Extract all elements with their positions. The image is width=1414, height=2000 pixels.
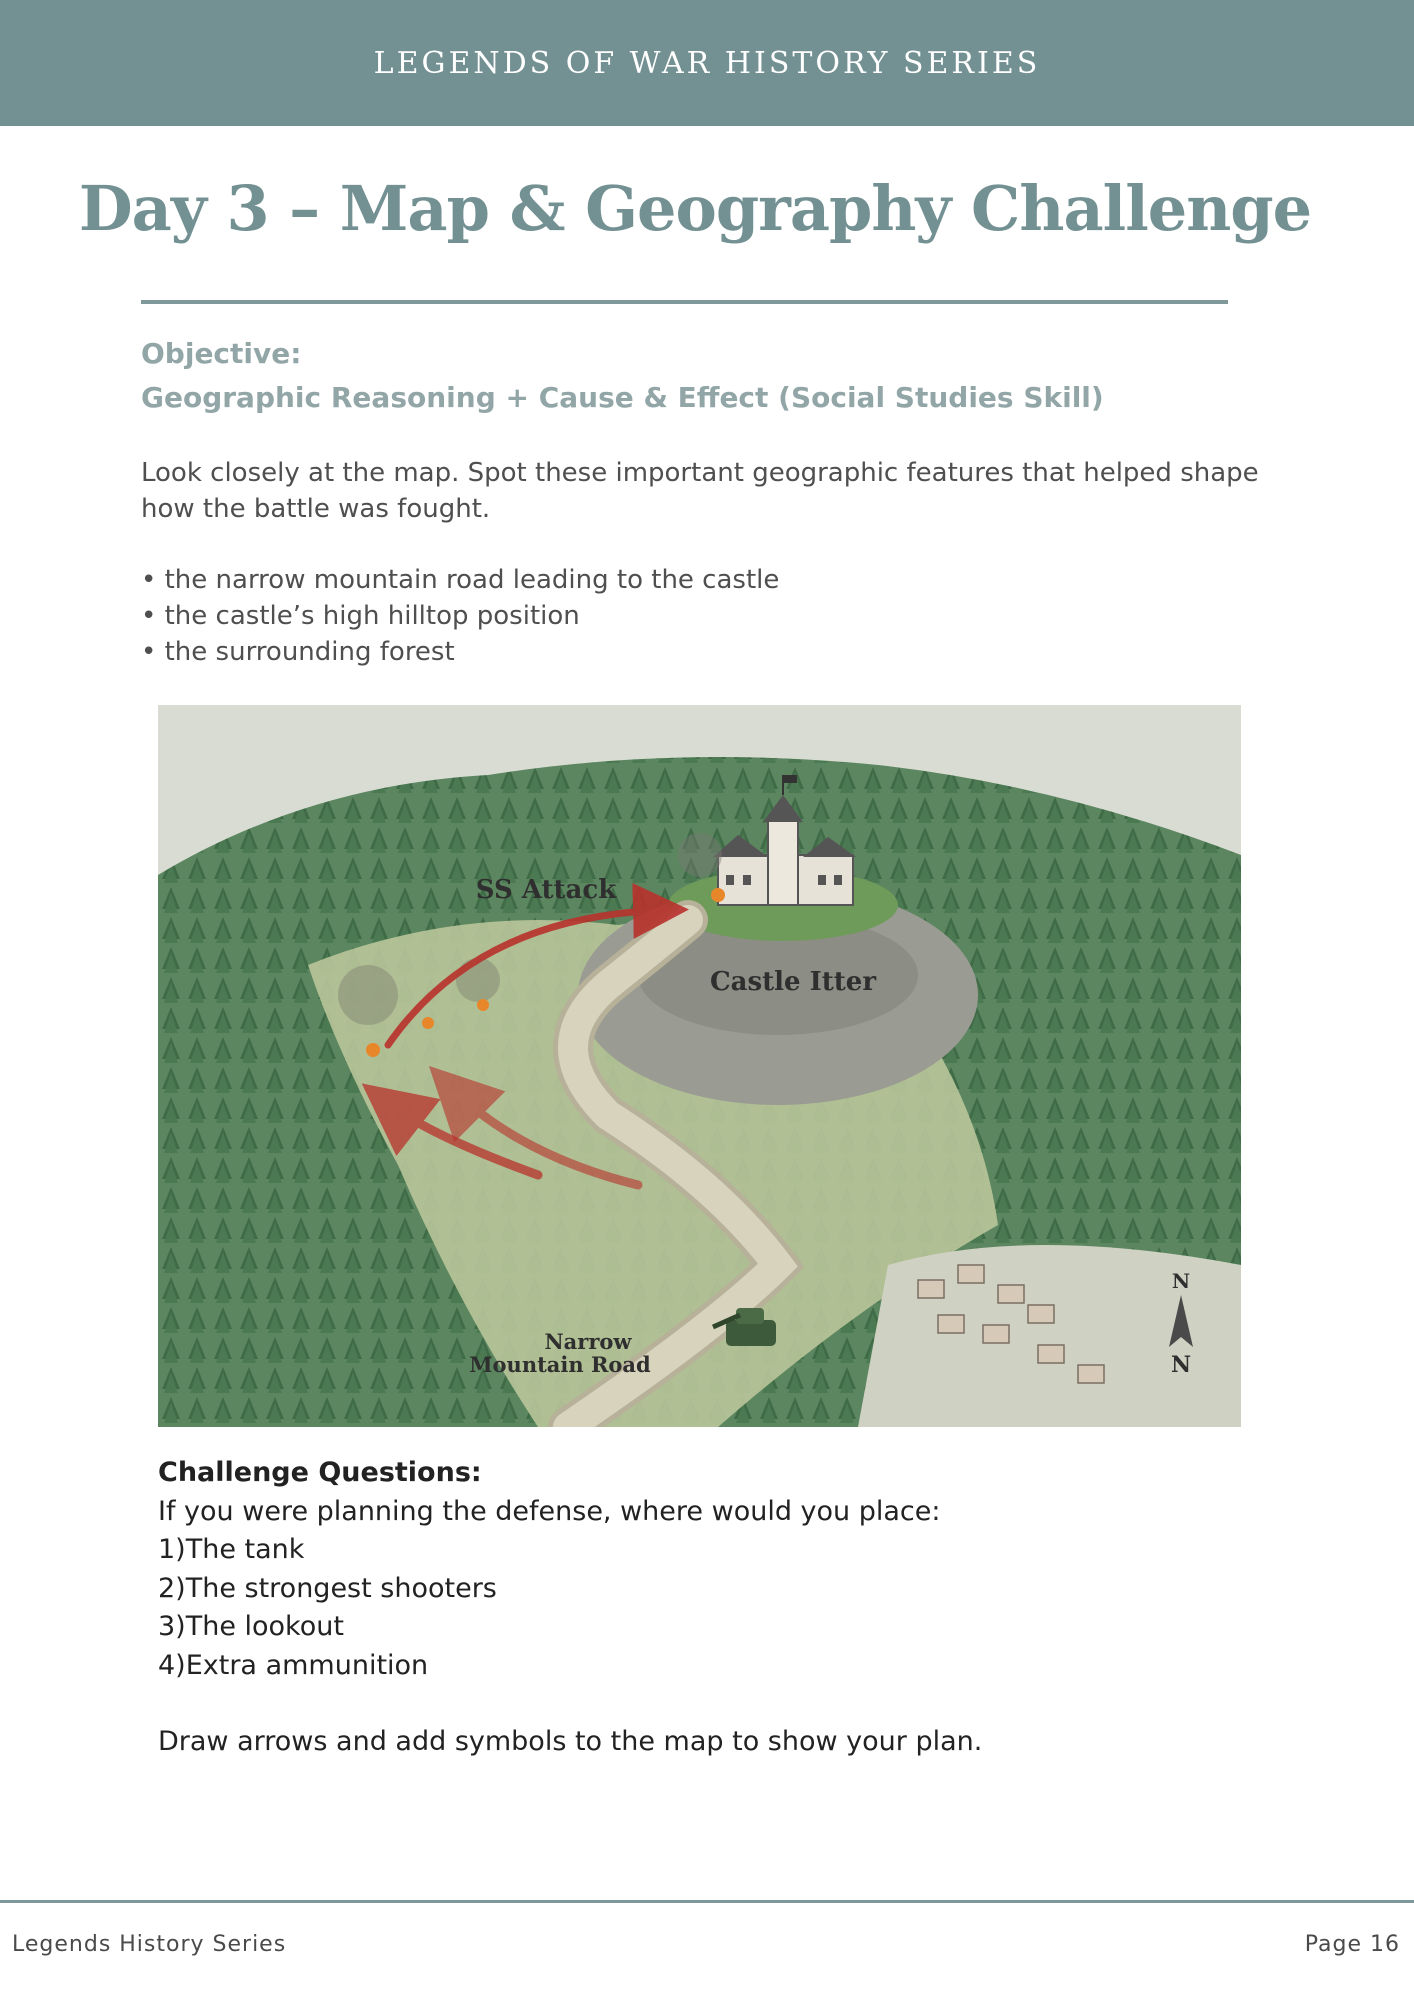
page-number: Page 16 xyxy=(1304,1932,1400,1957)
title-divider xyxy=(141,300,1228,304)
objective-block xyxy=(141,332,1291,420)
compass-top-label: N xyxy=(1171,1269,1191,1293)
objective-text: Geographic Reasoning + Cause & Effect (Social Studies Skill) xyxy=(141,381,1104,414)
series-title: LEGENDS OF WAR HISTORY SERIES xyxy=(373,45,1041,81)
list-item: • the narrow mountain road leading to the castle xyxy=(141,562,779,598)
challenge-question: 3)The lookout xyxy=(158,1611,344,1642)
list-item: • the castle’s high hilltop position xyxy=(141,598,779,634)
road-label-line2: Mountain Road xyxy=(469,1352,651,1377)
castle-label: Castle Itter xyxy=(709,967,877,997)
battle-map-illustration xyxy=(158,705,1241,1427)
page-title: Day 3 – Map & Geography Challenge xyxy=(78,172,1312,245)
battle-map xyxy=(158,705,1241,1427)
challenge-question: 4)Extra ammunition xyxy=(158,1649,429,1681)
challenge-question: 2)The strongest shooters xyxy=(158,1572,497,1604)
feature-list xyxy=(141,562,779,670)
intro-paragraph: Look closely at the map. Spot these important geographic features that helped shape how the battle was fought. xyxy=(141,458,1259,524)
objective-label: Objective: xyxy=(141,337,302,370)
header-band xyxy=(0,0,1414,126)
attack-label: SS Attack xyxy=(475,875,617,905)
challenge-question: 1)The tank xyxy=(158,1534,305,1565)
list-item: • the surrounding forest xyxy=(141,634,779,670)
footer-divider xyxy=(0,1900,1414,1903)
challenge-section xyxy=(158,1454,1308,1762)
challenge-prompt: If you were planning the defense, where would you place: xyxy=(158,1495,941,1527)
challenge-instruction: Draw arrows and add symbols to the map to show your plan. xyxy=(158,1726,983,1757)
compass-bottom-label: N xyxy=(1170,1352,1192,1378)
challenge-heading: Challenge Questions: xyxy=(158,1457,482,1488)
footer-series-name: Legends History Series xyxy=(12,1932,287,1957)
road-label-line1: Narrow xyxy=(544,1329,632,1354)
